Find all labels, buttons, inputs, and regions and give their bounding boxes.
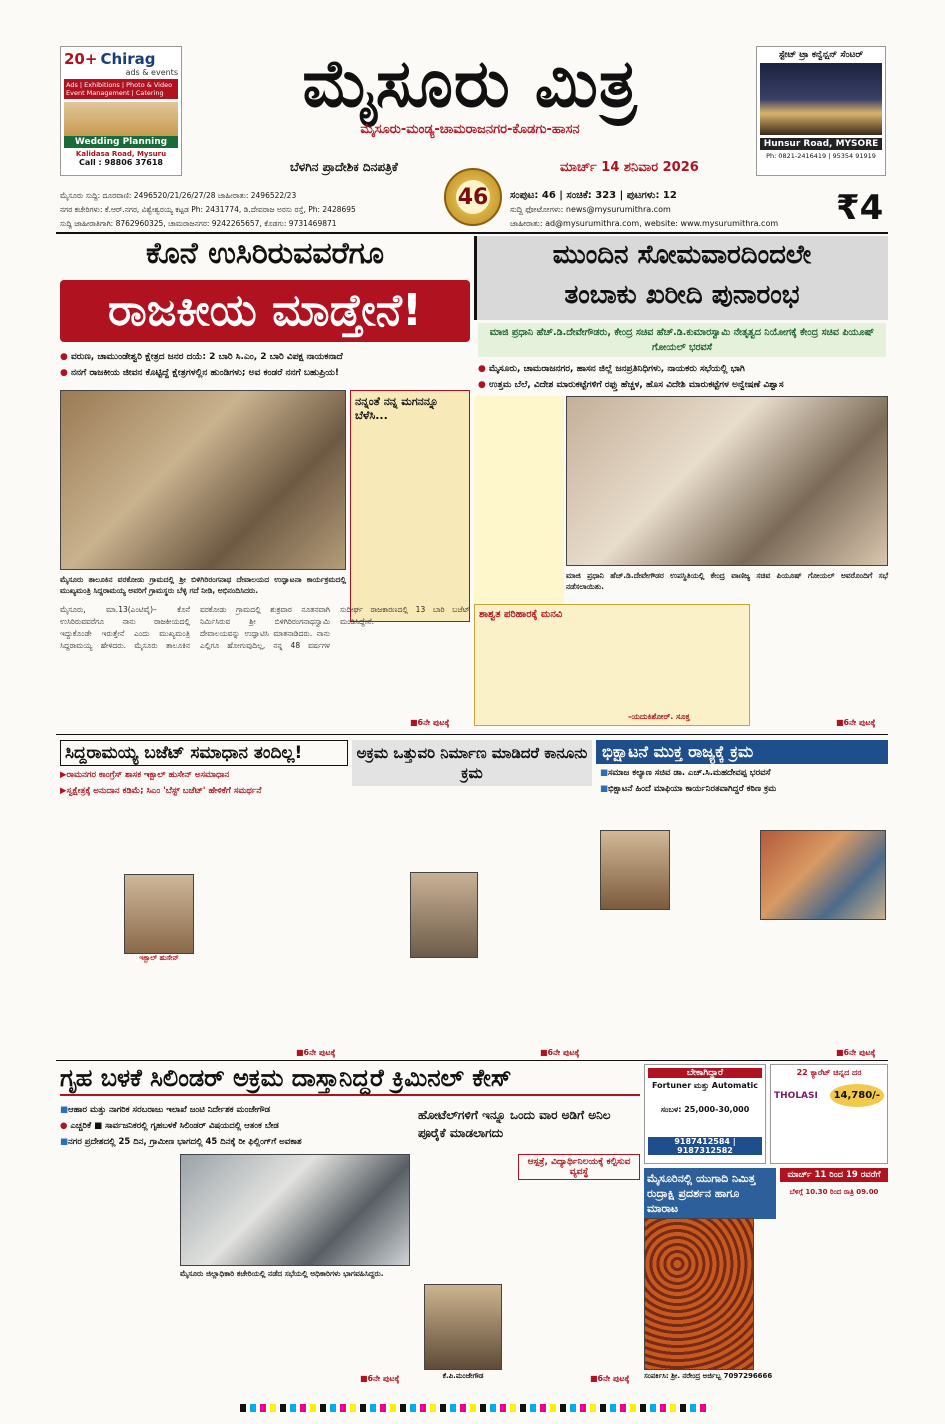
story3-photo <box>124 874 194 954</box>
venue-phone: Ph: 0821-2416419 | 95354 91919 <box>766 152 876 160</box>
brand-sub: ads & events <box>125 68 178 77</box>
story2-line2: ತಂಬಾಕು ಖರೀದಿ ಪುನಾರಂಭ <box>564 280 800 310</box>
story1-kicker: ಕೊನೆ ಉಸಿರಿರುವವರೆಗೂ <box>145 236 385 271</box>
venue-photo <box>760 63 882 135</box>
masthead <box>190 44 750 144</box>
story5-headline: ಭಿಕ್ಷಾಟನೆ ಮುಕ್ತ ರಾಜ್ಯಕ್ಕೆ ಕ್ರಮ <box>596 740 888 764</box>
venue-road: Hunsur Road, MYSORE <box>760 138 882 150</box>
gold-brand: THOLASI <box>774 1090 818 1101</box>
phone: Call : 98806 37618 <box>79 158 163 167</box>
story1-side-box <box>350 390 470 622</box>
story8-contact: ಸಂಪರ್ಕಿಸಿ: ಶ್ರೀ. ನರೇಂದ್ರ ಅರ್ಜಿಬ್ಬ 7097296666 <box>644 1372 773 1380</box>
story7-headline: ಹೋಟೆಲ್‌ಗಳಿಗೆ ಇನ್ನೂ ಒಂದು ವಾರ ಅಡಿಗೆ ಅನಿಲ ಪೂರೈಕೆ ಮಾಡಲಾಗದು <box>418 1108 611 1140</box>
story7-side: ಆಸ್ಪತ್ರೆ, ವಿದ್ಯಾರ್ಥಿನಿಲಯಕ್ಕೆ ಕಲ್ಪಿಸುವ ವ್ಯವಸ್ಥೆ <box>518 1154 640 1180</box>
tagline: ಬೆಳಗಿನ ಪ್ರಾದೇಶಿಕ ದಿನಪತ್ರಿಕೆ <box>290 160 398 174</box>
story3-caption: ಇಕ್ಬಾಲ್ ಹುಸೇನ್ <box>139 954 179 962</box>
story3-bullet1: ▶ ರಾಮನಗರ ಕಾಂಗ್ರೆಸ್ ಶಾಸಕ ಇಕ್ಬಾಲ್ ಹುಸೇನ್ ಅಸಮಾಧಾನ <box>60 768 348 782</box>
story2-deck: ಮಾಜಿ ಪ್ರಧಾನಿ ಹೆಚ್.ಡಿ.ದೇವೇಗೌಡರು, ಕೇಂದ್ರ ಸಚಿವ ಹೆಚ್.ಡಿ.ಕುಮಾರಸ್ವಾಮಿ ನೇತೃತ್ವದ ನಿಯೋಗಕ್ಕೆ ಕೇಂದ್ರ ಸಚಿವ ಪಿಯೂಷ್ ಗೋಯಲ್ ಭರವಸೆ <box>478 323 886 357</box>
event-label: Wedding Planning <box>64 136 178 148</box>
services: Ads | Exhibitions | Photo & Video Event Management | Catering <box>64 79 178 99</box>
rule-2 <box>56 734 888 735</box>
story1-bullet2: ● ನನಗೆ ರಾಜಕೀಯ ಜೀವನ ಕೊಟ್ಟಿದ್ದೆ ಕ್ಷೇತ್ರಗಳಲ್ಲಿನ ಹುಂಡಿಗಳು; ಅವ ಕಂಡರೆ ನನಗೆ ಬಹುಪ್ರಿಯ! <box>60 366 470 380</box>
issue-block: ಸಂಪುಟ: 46 | ಸಂಚಿಕೆ: 323 | ಪುಟಗಳು: 12 ಸುದ್ದಿ ಫೋಟೋಗಳು: news@mysurumithra.com ಜಾಹೀರಾತು: ad@mysurumithra.com, website: www.mysurumithra.com <box>510 190 779 228</box>
story6-more: ■6ನೇ ಪುಟಕ್ಕೆ <box>360 1374 400 1383</box>
story3-bullet2: ▶ ಸ್ವಕ್ಷೇತ್ರಕ್ಕೆ ಅನುದಾನ ಕಡಿಮೆ; ಸಿಎಂ 'ಬೆಸ್ಟ್ ಬಜೆಟ್' ಹೇಳಿಕೆಗೆ ಸಮರ್ಥನೆ <box>60 784 348 798</box>
story8-photo <box>644 1218 754 1370</box>
story2-caption: ಮಾಜಿ ಪ್ರಧಾನಿ ಹೆಚ್.ಡಿ.ದೇವೇಗೌಡರ ಉಪಸ್ಥಿತಿಯಲ್ಲಿ ಕೇಂದ್ರ ವಾಣಿಜ್ಯ ಸಚಿವ ಪಿಯೂಷ್ ಗೋಯಲ್ ಅವರೊಂದಿಗೆ ಸಭೆ ನಡೆಸಲಾಯಿತು. <box>566 571 888 591</box>
classified-line: Fortuner ಮತ್ತು Automatic <box>651 1081 759 1090</box>
story3-more: ■6ನೇ ಪುಟಕ್ಕೆ <box>296 1048 336 1057</box>
classified-ad <box>644 1064 766 1164</box>
paper-title: ಮೈಸೂರು ಮಿತ್ರ <box>302 44 638 122</box>
regions: ಮೈಸೂರು-ಮಂಡ್ಯ-ಚಾಮರಾಜನಗರ-ಕೊಡಗು-ಹಾಸನ <box>360 122 580 137</box>
story5-more: ■6ನೇ ಪುಟಕ್ಕೆ <box>836 1048 876 1057</box>
address: Kalidasa Road, Mysuru <box>75 150 167 158</box>
ad-convention <box>756 46 886 176</box>
story1-headline: ರಾಜಕೀಯ ಮಾಡ್ತೇನೆ! <box>60 280 470 342</box>
story6-photo <box>180 1154 410 1266</box>
story1-bullet1: ● ವರುಣ, ಚಾಮುಂಡೇಶ್ವರಿ ಕ್ಷೇತ್ರದ ಜನರ ದಯೆ: 2 ಬಾರಿ ಸಿ.ಎಂ, 2 ಬಾರಿ ವಿಪಕ್ಷ ನಾಯಕನಾದೆ <box>60 350 470 364</box>
story2-bullet1: ● ಮೈಸೂರು, ಚಾಮರಾಜನಗರ, ಹಾಸನ ಜಿಲ್ಲೆ ಜನಪ್ರತಿನಿಧಿಗಳು, ನಾಯಕರು ಸಭೆಯಲ್ಲಿ ಭಾಗಿ <box>478 362 886 376</box>
story6-headline: ಗೃಹ ಬಳಕೆ ಸಿಲಿಂಡರ್ ಅಕ್ರಮ ದಾಸ್ತಾನಿದ್ದರೆ ಕ್ರಿಮಿನಲ್ ಕೇಸ್ <box>60 1064 640 1096</box>
gold-price: 14,780/- <box>830 1084 884 1107</box>
anniversary-badge: 46 <box>444 168 502 226</box>
rule-3 <box>56 1060 888 1061</box>
classified-salary: ಸಂಬಳ: 25,000-30,000 <box>660 1105 750 1114</box>
story4-headline: ಅಕ್ರಮ ಒತ್ತುವರಿ ನಿರ್ಮಾಣ ಮಾಡಿದರೆ ಕಾನೂನು ಕ್ರಮ <box>352 740 592 786</box>
story2-subhead: ಶಾಶ್ವತ ಪರಿಹಾರಕ್ಕೆ ಮನವಿ <box>479 609 563 620</box>
story5-bullet1: ■ ಸಮಾಜ ಕಲ್ಯಾಣ ಸಚಿವ ಡಾ. ಎಚ್.ಸಿ.ಮಹದೇವಪ್ಪ ಭರವಸೆ <box>600 766 888 780</box>
story2-left-col <box>474 396 564 604</box>
story6-caption: ಮೈಸೂರು ಜಿಲ್ಲಾಧಿಕಾರಿ ಕಚೇರಿಯಲ್ಲಿ ನಡೆದ ಸಭೆಯಲ್ಲಿ ಅಧಿಕಾರಿಗಳು ಭಾಗವಹಿಸಿದ್ದರು. <box>180 1269 384 1278</box>
story4-more: ■6ನೇ ಪುಟಕ್ಕೆ <box>540 1048 580 1057</box>
story8-headline: ಮೈಸೂರಿನಲ್ಲಿ ಯುಗಾದಿ ನಿಮಿತ್ತ ರುದ್ರಾಕ್ಷಿ ಪ್ರದರ್ಶನ ಹಾಗೂ ಮಾರಾಟ <box>644 1168 776 1219</box>
print-marks <box>240 1404 710 1412</box>
story1-more: ■6ನೇ ಪುಟಕ್ಕೆ <box>410 718 450 727</box>
gold-rate-ad <box>770 1064 888 1164</box>
story7-more: ■6ನೇ ಪುಟಕ್ಕೆ <box>590 1374 630 1383</box>
story7-caption: ಕೆ.ಪಿ.ಮಂಜೇಗೌಡ <box>442 1372 484 1380</box>
classified-phone: 9187412584 | 9187312582 <box>648 1137 762 1155</box>
brand-name: Chirag <box>100 50 156 68</box>
story2-more: ■6ನೇ ಪುಟಕ್ಕೆ <box>836 718 876 727</box>
issue-date: ಮಾರ್ಚ್ 14 ಶನಿವಾರ 2026 <box>560 160 699 175</box>
story1-photo <box>60 390 346 570</box>
story5-photo <box>760 830 886 920</box>
gold-head: 22 ಕ್ಯಾರೆಟ್ ಚಿನ್ನದ ದರ <box>796 1068 862 1077</box>
years-badge: 20+ <box>64 50 98 68</box>
story1-sidehead: ನನ್ನಂತೆ ನನ್ನ ಮಗನನ್ನೂ ಬೆಳೆಸಿ... <box>355 395 439 422</box>
story2-sub-box <box>474 604 750 726</box>
story4-photo <box>410 872 478 958</box>
wedding-photo <box>64 102 178 136</box>
story6-bullet1: ■ ಆಹಾರ ಮತ್ತು ನಾಗರಿಕ ಸರಬರಾಜು ಇಲಾಖೆ ಜಂಟಿ ನಿರ್ದೇಶಕ ಮಂಜೇಗೌಡ <box>60 1104 420 1116</box>
story1-caption: ಮೈಸೂರು ತಾಲೂಕಿನ ವರಕೋಡು ಗ್ರಾಮದಲ್ಲಿ ಶ್ರೀ ಬಿಳಿಗಿರಿರಂಗನಾಥ ದೇವಾಲಯದ ಉದ್ಘಾಟನಾ ಕಾರ್ಯಕ್ರಮದಲ್ಲಿ ಮುಖ್ಯಮಂತ್ರಿ ಸಿದ್ದರಾಮಯ್ಯ ಅವರಿಗೆ ಗ್ರಾಮಸ್ಥರು ಬೆಳ್ಳಿ ಗದೆ ನೀಡಿ, ಅಭಿನಂದಿಸಿದರು. <box>60 575 346 595</box>
price: ₹4 <box>836 188 884 228</box>
story2-byline: -ಯದುಕಿಶೋರ್. ಸೂಕ್ತ <box>628 712 690 721</box>
story2-photo <box>566 396 888 566</box>
story8-time: ಬೆಳಿಗ್ಗೆ 10.30 ರಿಂದ ರಾತ್ರಿ 09.00 <box>789 1188 879 1196</box>
story2-line1: ಮುಂದಿನ ಸೋಮವಾರದಿಂದಲೇ <box>552 240 812 270</box>
story6-bullet3: ■ ನಗರ ಪ್ರದೇಶದಲ್ಲಿ 25 ದಿನ, ಗ್ರಾಮೀಣ ಭಾಗದಲ್ಲಿ 45 ದಿನಕ್ಕೆ ರೀ ಫಿಲ್ಲಿಂಗ್‌ಗೆ ಅವಕಾಶ <box>60 1136 420 1148</box>
story8-dates: ಮಾರ್ಚ್ 11 ರಿಂದ 19 ರವರೆಗೆ <box>780 1168 888 1182</box>
ad-chirag <box>60 46 182 176</box>
story5-portrait <box>600 830 670 910</box>
story1-body: ಮೈಸೂರು, ಮಾ.13(ಎಂಟಿವೈ)– ಕೊನೆ ಉಸಿರಿರುವವರೆಗೂ ನಾನು ರಾಜಕೀಯದಲ್ಲಿ ಇದ್ದುಕೊಂಡೇ ಇರುತ್ತೇನೆ ಎಂದು ಮುಖ್ಯಮಂತ್ರಿ ಸಿದ್ದರಾಮಯ್ಯ ಹೇಳಿದರು. ಮೈಸೂರು ತಾಲೂಕಿನ ವರಕೋಡು ಗ್ರಾಮದಲ್ಲಿ ಶುಕ್ರವಾರ ನೂತನವಾಗಿ ನಿರ್ಮಿಸಿರುವ ಶ್ರೀ ಬಿಳಿಗಿರಿರಂಗನಾಥಸ್ವಾಮಿ ದೇವಾಲಯವನ್ನು ಉದ್ಘಾಟಿಸಿ ಮಾತನಾಡಿದರು. ನಾನು ಎಲ್ಲಿಗೂ ಹೋಗುವುದಿಲ್ಲ, ನನ್ನ 48 ವರ್ಷಗಳ ಸುದೀರ್ಘ ರಾಜಕಾರಣದಲ್ಲಿ 13 ಬಾರಿ ಬಜೆಟ್ ಮಂಡಿಸಿದ್ದೇನೆ. <box>60 605 470 650</box>
story5-bullet2: ■ ಭಿಕ್ಷಾಟನೆ ಹಿಂದೆ ಮಾಫಿಯಾ ಕಾರ್ಯನಿರತವಾಗಿದ್ದರೆ ಕಠಿಣ ಕ್ರಮ <box>600 782 888 796</box>
story2-bullet2: ● ಉತ್ತಮ ಬೆಲೆ, ವಿದೇಶ ಮಾರುಕಟ್ಟೆಗಳಿಗೆ ರಫ್ತು ಹೆಚ್ಚಳ, ಹೊಸ ವಿದೇಶಿ ಮಾರುಕಟ್ಟೆಗಳ ಅನ್ವೇಷಣೆ ವಿಶ್ವಾಸ <box>478 378 886 392</box>
classified-head: ಬೇಕಾಗಿದ್ದಾರೆ <box>648 1068 762 1078</box>
contact-block: ಮೈಸೂರು ಸುದ್ದಿ: ದೂರವಾಣಿ: 2496520/21/26/27/28 ಜಾಹೀರಾತು: 2496522/23 ನಗರ ಕಚೇರಿಗಳು: ಕೆ.ಆರ್.ನಗರ, ವಿಶ್ವೇಶ್ವರಯ್ಯ ಕಟ್ಟಡ Ph: 2431774, ಡಿ.ದೇವರಾಜ ಅರಸು ರಸ್ತೆ, Ph: 2428695 ಸುದ್ದಿ ಜಾಹೀರಾತಿಗಾಗಿ: 8762960325, ಚಾಮರಾಜನಗರ: 9242265657, ಕೊಡಗು: 9731469871 <box>60 191 356 228</box>
story3-headline: ಸಿದ್ದರಾಮಯ್ಯ ಬಜೆಟ್ ಸಮಾಧಾನ ತಂದಿಲ್ಲ! <box>60 740 348 766</box>
venue-name: ಸ್ಟೇಟ್ ಟ್ರಾ ಕನ್ವೆನ್ಷನ್ ಸೆಂಟರ್ <box>778 50 864 60</box>
masthead-rule <box>56 232 888 234</box>
story7-photo <box>424 1284 502 1370</box>
story6-bullet2: ● ಎಚ್ಚರಿಕೆ ■ ಸಾರ್ವಜನಿಕರಲ್ಲಿ ಗೃಹಬಳಕೆ ಸಿಲಿಂಡರ್ ವಿಷಯದಲ್ಲಿ ಆತಂಕ ಬೇಡ <box>60 1120 420 1132</box>
